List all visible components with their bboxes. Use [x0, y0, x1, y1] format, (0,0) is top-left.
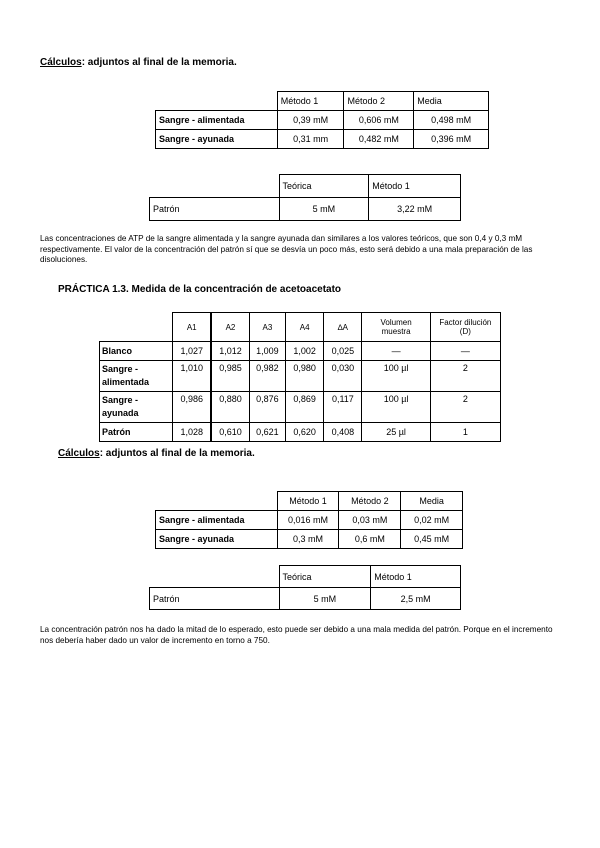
table-cell: 0,117: [324, 392, 362, 423]
table-cell: 0,610: [211, 423, 249, 442]
column-header: Teórica: [279, 175, 369, 198]
patron-atp-table: [149, 174, 461, 221]
acetoacetate-discussion-paragraph: La concentración patrón nos ha dado la mitad de lo esperado, esto puede ser debido a una mala medida del patrón. Porque en el incremento nos debería haber dado un valor de incremento en torno a 750.: [40, 625, 553, 645]
table-row: [100, 361, 501, 392]
row-label: Patrón: [100, 423, 173, 442]
calculos-rest: : adjuntos al final de la memoria.: [81, 57, 237, 68]
row-label: Sangre - ayunada: [156, 130, 278, 149]
table-cell: 1,010: [173, 361, 211, 392]
column-header: Volumen muestra: [362, 313, 430, 342]
column-header: A2: [211, 313, 249, 342]
table-row: [156, 530, 463, 549]
empty-corner-cell: [150, 175, 280, 198]
table-cell: 0,482 mM: [344, 130, 414, 149]
patron-acetoacetate-table: [149, 565, 461, 610]
table-cell: 1,027: [173, 342, 211, 361]
calculos-label: Cálculos: [40, 57, 82, 68]
table-cell: 100 µl: [362, 392, 430, 423]
column-header: Método 2: [339, 492, 401, 511]
table-cell: 2,5 mM: [371, 588, 461, 610]
column-header: ∆A: [324, 313, 362, 342]
row-label: Sangre - alimentada: [156, 111, 278, 130]
table-cell: 0,606 mM: [344, 111, 414, 130]
table-header-row: [156, 492, 463, 511]
table-cell: 100 µl: [362, 361, 430, 392]
table-cell: 0,39 mM: [277, 111, 344, 130]
table-cell: 0,980: [286, 361, 324, 392]
table-row: [156, 130, 489, 149]
table-cell: 0,02 mM: [401, 511, 463, 530]
table-cell: 0,982: [249, 361, 285, 392]
calculos-heading-2: [58, 448, 255, 459]
column-header: Método 1: [277, 92, 344, 111]
table-cell: 0,869: [286, 392, 324, 423]
table-cell: 2: [430, 392, 500, 423]
table-row: [150, 198, 461, 221]
table-header-row: [100, 313, 501, 342]
table-cell: —: [362, 342, 430, 361]
absorbance-table: [99, 312, 501, 442]
column-header: Método 1: [369, 175, 461, 198]
table-row: [100, 392, 501, 423]
calculos-label: Cálculos: [58, 448, 100, 459]
table-cell: 0,498 mM: [414, 111, 489, 130]
table-cell: —: [430, 342, 500, 361]
column-header: Método 1: [371, 566, 461, 588]
empty-corner-cell: [156, 92, 278, 111]
table-cell: 0,31 mm: [277, 130, 344, 149]
table-row: [156, 111, 489, 130]
row-label: Sangre - ayunada: [100, 392, 173, 423]
table-header-row: [156, 92, 489, 111]
table-cell: 1,002: [286, 342, 324, 361]
empty-corner-cell: [150, 566, 280, 588]
table-cell: 0,985: [211, 361, 249, 392]
row-label: Sangre - ayunada: [156, 530, 278, 549]
table-cell: 0,396 mM: [414, 130, 489, 149]
practice-title: PRÁCTICA 1.3. Medida de la concentración de acetoacetato: [58, 284, 342, 295]
row-label: Patrón: [150, 198, 280, 221]
calculos-heading-1: [40, 57, 237, 68]
table-cell: 0,45 mM: [401, 530, 463, 549]
column-header: Media: [414, 92, 489, 111]
table-header-row: [150, 566, 461, 588]
row-label: Blanco: [100, 342, 173, 361]
table-row: [150, 588, 461, 610]
table-cell: 0,876: [249, 392, 285, 423]
table-cell: 0,3 mM: [277, 530, 339, 549]
atp-results-table: [155, 91, 489, 149]
table-cell: 5 mM: [279, 198, 369, 221]
table-cell: 0,6 mM: [339, 530, 401, 549]
table-cell: 0,408: [324, 423, 362, 442]
column-header: Media: [401, 492, 463, 511]
atp-discussion-paragraph: Las concentraciones de ATP de la sangre alimentada y la sangre ayunada dan similares a los valores teóricos, que son 0,4 y 0,3 mM respectivamente. El valor de la concentración del patrón sí que se desvía un poco más, esto será debido a una mala preparación de las disoluciones.: [40, 234, 533, 264]
table-cell: 25 µl: [362, 423, 430, 442]
row-label: Sangre - alimentada: [156, 511, 278, 530]
table-row: [100, 342, 501, 361]
table-row: [100, 423, 501, 442]
table-cell: 0,025: [324, 342, 362, 361]
table-cell: 0,016 mM: [277, 511, 339, 530]
column-header: A4: [286, 313, 324, 342]
empty-corner-cell: [156, 492, 278, 511]
table-cell: 0,880: [211, 392, 249, 423]
row-label: Sangre - alimentada: [100, 361, 173, 392]
table-cell: 1,028: [173, 423, 211, 442]
table-cell: 0,030: [324, 361, 362, 392]
empty-corner-cell: [100, 313, 173, 342]
table-cell: 1: [430, 423, 500, 442]
table-cell: 1,009: [249, 342, 285, 361]
table-cell: 0,621: [249, 423, 285, 442]
table-cell: 0,620: [286, 423, 324, 442]
table-cell: 3,22 mM: [369, 198, 461, 221]
column-header: A3: [249, 313, 285, 342]
table-cell: 5 mM: [279, 588, 371, 610]
column-header: Factor dilución (D): [430, 313, 500, 342]
column-header: Método 2: [344, 92, 414, 111]
table-cell: 1,012: [211, 342, 249, 361]
calculos-rest: : adjuntos al final de la memoria.: [99, 448, 255, 459]
table-header-row: [150, 175, 461, 198]
table-cell: 0,03 mM: [339, 511, 401, 530]
acetoacetate-results-table: [155, 491, 463, 549]
row-label: Patrón: [150, 588, 280, 610]
column-header: Método 1: [277, 492, 339, 511]
column-header: A1: [173, 313, 211, 342]
column-header: Teórica: [279, 566, 371, 588]
table-cell: 0,986: [173, 392, 211, 423]
table-cell: 2: [430, 361, 500, 392]
table-row: [156, 511, 463, 530]
